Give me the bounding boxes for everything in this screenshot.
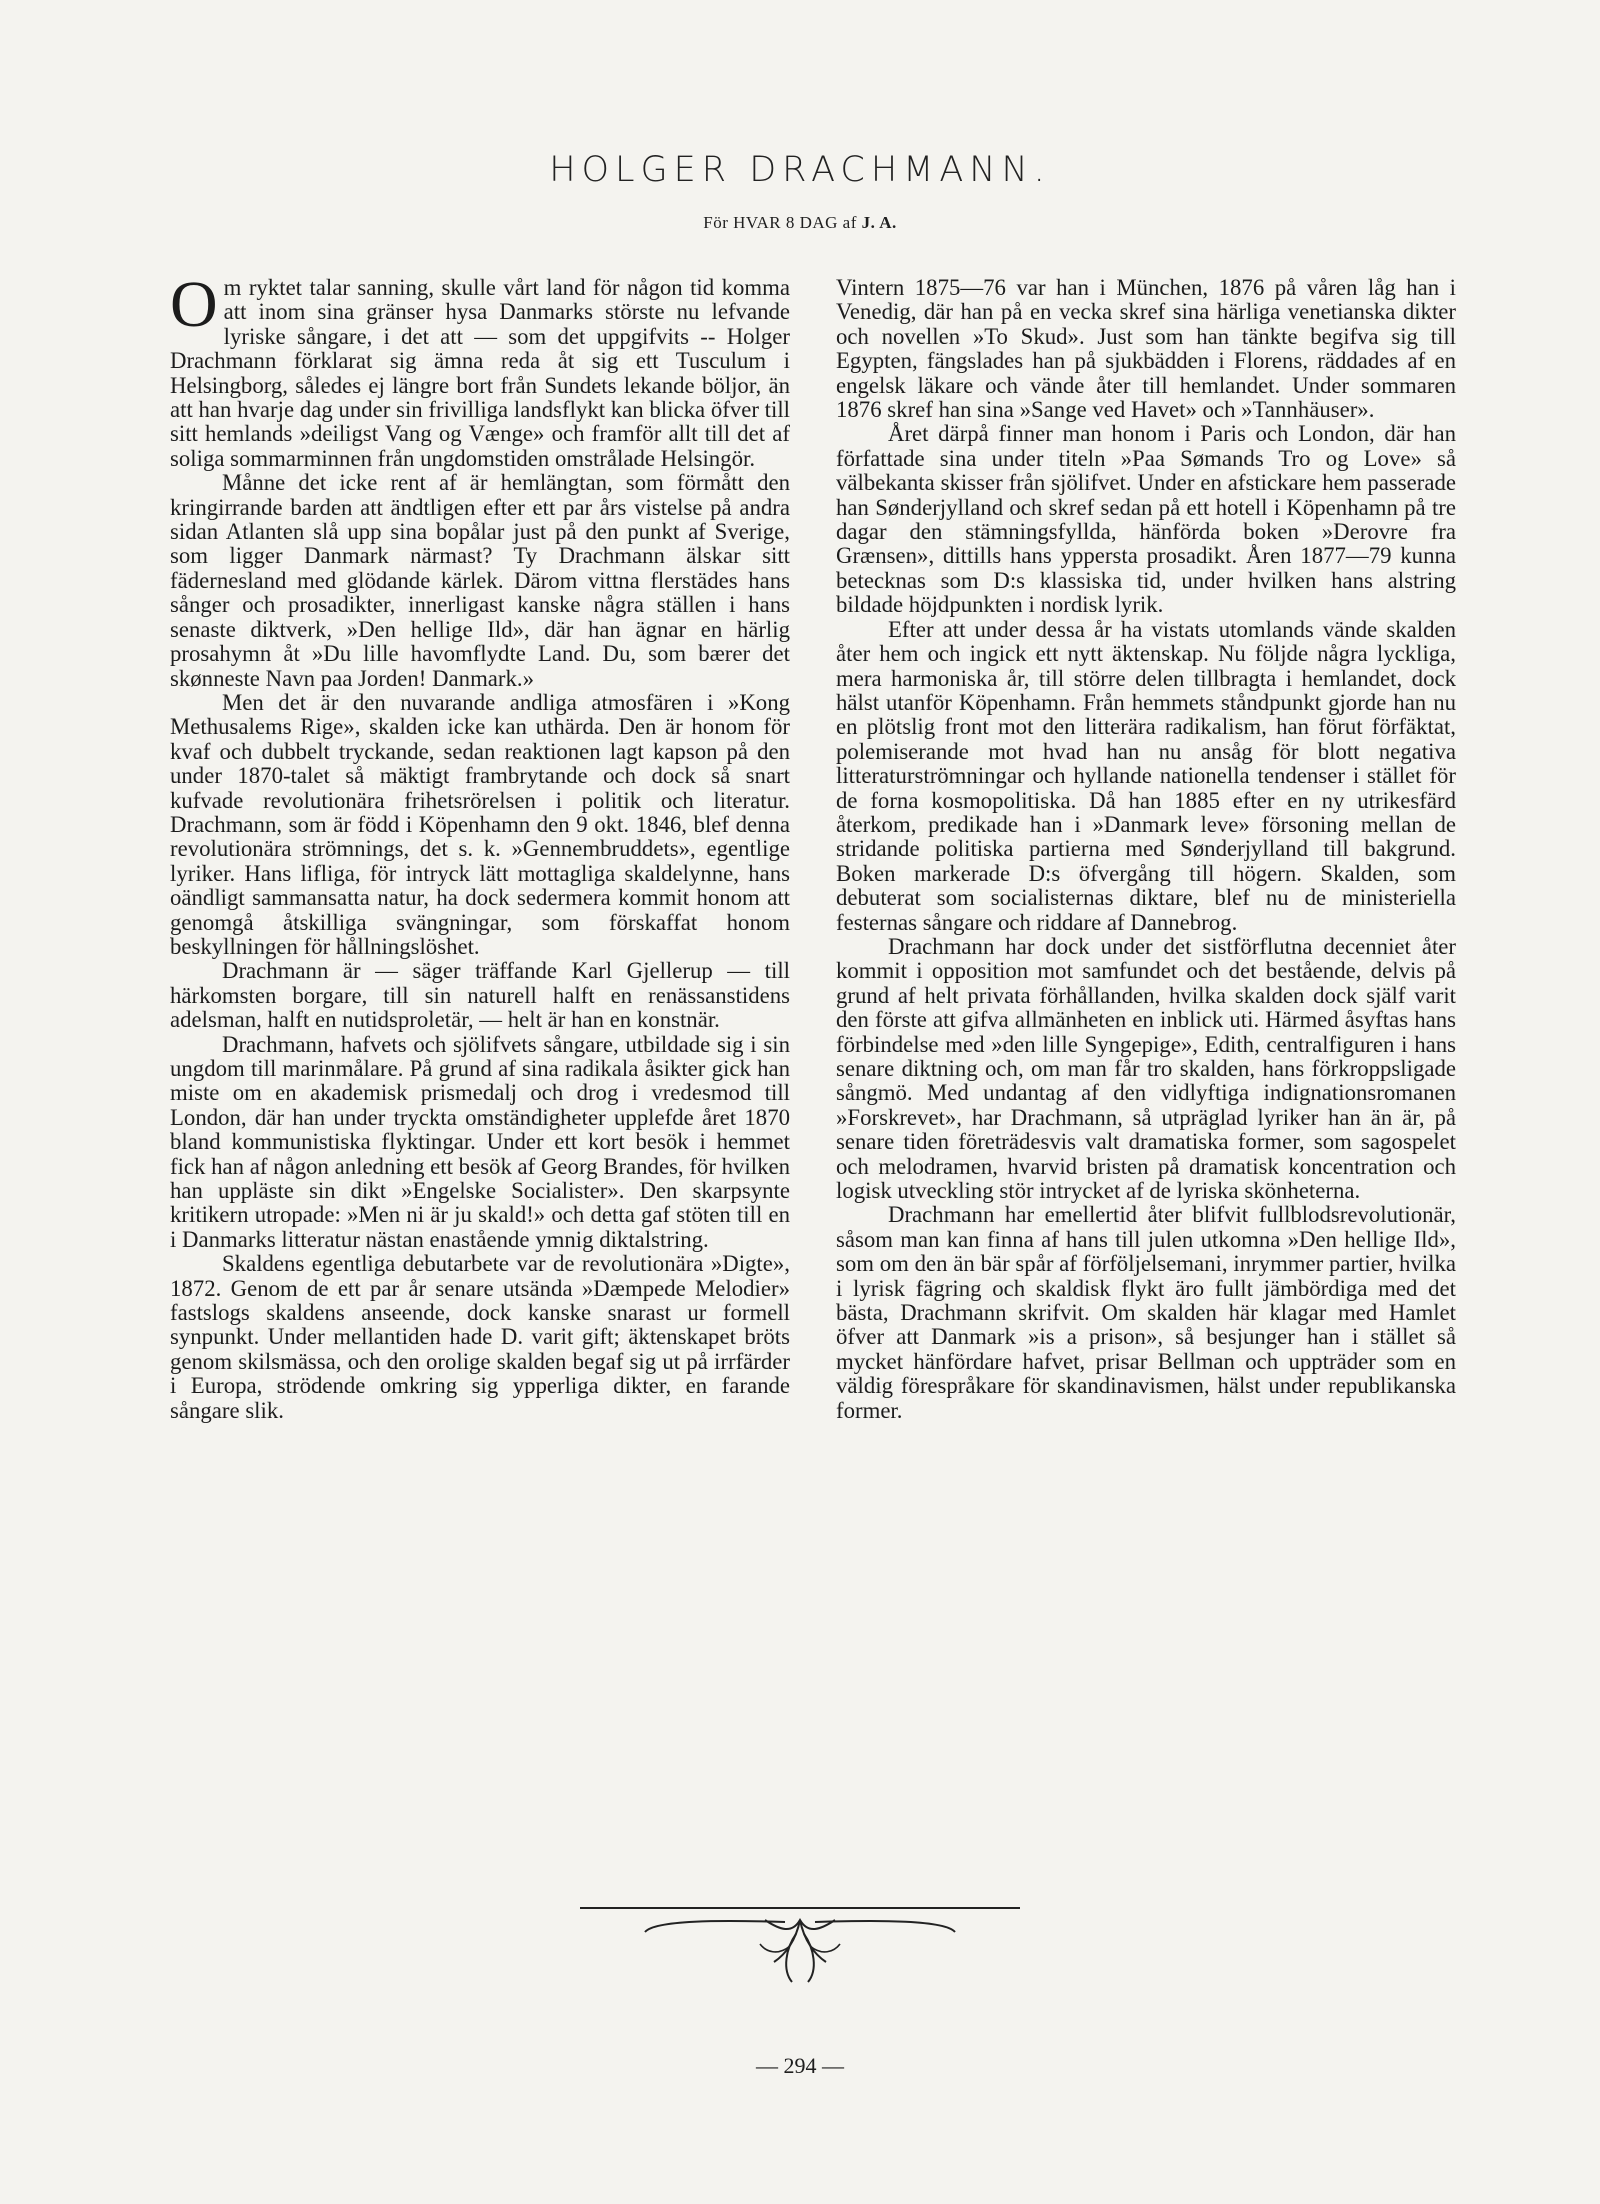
page-number: — 294 —	[756, 2053, 844, 2078]
byline-author: J. A.	[861, 213, 897, 232]
paragraph-text: m ryktet talar sanning, skulle vårt land för någon tid komma att inom sina gränser hysa Danmarks störste nu lefvande lyriske sångare, i det att — som det uppgifvits -- Holger Drachmann förklarat sig ämna reda åt sig ett Tusculum i Helsingborg, således ej längre bort från Sundets lekande böljor, än att han hvarje dag under sin frivilliga landsflykt kan blicka öfver till sitt hemlands »deiligst Vang og Vænge» och framför allt till det af soliga sommarminnen från ungdomstiden omstrålade Helsingör.	[170, 275, 790, 471]
left-column	[170, 268, 790, 1423]
paragraph: Året därpå finner man honom i Paris och London, där han författade sina under titeln »Paa Sømands Tro og Love» så välbekanta skisser från sjölifvet. Under en afstickare hem passerade han Sønderjylland och skref sedan på ett hotell i Köpenhamn på tre dagar den stämningsfyllda, hänförda boken »Derovre fra Grænsen», dittills hans yppersta prosadikt. Åren 1877—79 kunna betecknas som D:s klassiska tid, under hvilken hans alstring bildade höjdpunkten i nordisk lyrik.	[836, 421, 1456, 618]
paragraph: Drachmann, hafvets och sjölifvets sångare, utbildade sig i sin ungdom till marinmålare. På grund af sina radikala åsikter gick han miste om en akademisk prismedalj och drog i vredesmod till London, där han under tryckta omständigheter upplefde året 1870 bland kommunistiska flyktingar. Under ett kort besök i hemmet fick han af någon anledning ett besök af Georg Brandes, för hvilken han uppläste sin dikt »Engelske Socialister». Den skarpsynte kritikern utropade: »Men ni är ju skald!» och detta gaf stöten till en i Danmarks litteratur nästan enastående ymnig diktalstring.	[170, 1031, 790, 1252]
paragraph: Men det är den nuvarande andliga atmosfären i »Kong Methusalems Rige», skalden icke kan uthärda. Den är honom för kvaf och dubbelt tryckande, sedan reaktionen lagt kapson på den under 1870-talet så mäktigt frambrytande och dock så snart kufvade revolutionära frihetsrörelsen i politik och literatur. Drachmann, som är född i Köpenhamn den 9 okt. 1846, blef denna revolutionära strömnings, det s. k. »Gennembruddets», egentlige lyriker. Hans lifliga, för intryck lätt mottagliga skaldelynne, hans oändligt sammansatta natur, ha dock sedermera kommit honom att genomgå åtskilliga svängningar, som förskaffat honom beskyllningen för hållningslöshet.	[170, 689, 790, 959]
paragraph: Vintern 1875—76 var han i München, 1876 på våren låg han i Venedig, där han på en vecka skref sina härliga venetianska dikter och novellen »To Skud». Just som han tänkte begifva sig till Egypten, fängslades han på sjukbädden i Florens, räddades af en engelsk läkare och vände åter till hemlandet. Under sommaren 1876 skref han sina »Sange ved Havet» och »Tannhäuser».	[836, 275, 1456, 423]
paragraph	[170, 268, 790, 471]
end-ornament-icon	[560, 1890, 1040, 2010]
paragraph: Drachmann har emellertid åter blifvit fullblodsrevolutionär, såsom man kan finna af hans till julen utkomna »Den hellige Ild», som om den än bär spår af förföljelsemani, inrymmer partier, hvilka i lyrisk fägring och skaldisk flykt äro fullt jämbördiga med det bästa, Drachmann skrifvit. Om skalden här klagar med Hamlet öfver att Danmark »is a prison», så besjunger han i stället så mycket hänfördare hafvet, prisar Bellman och uppträder som en väldig förespråkare för skandinavismen, hälst under republikanska former.	[836, 1202, 1456, 1423]
paragraph: Skaldens egentliga debutarbete var de revolutionära »Digte», 1872. Genom de ett par år senare utsända »Dæmpede Melodier» fastslogs skaldens anseende, dock kanske snarast ur formell synpunkt. Under mellantiden hade D. varit gift; äktenskapet bröts genom skilsmässa, och den orolige skalden begaf sig ut på irrfärder i Europa, strödende omkring sig ypperliga dikter, en farande sångare slik.	[170, 1251, 790, 1423]
paragraph: Efter att under dessa år ha vistats utomlands vände skalden åter hem och ingick ett nytt äktenskap. Nu följde några lyckliga, mera harmoniska år, till större delen tillbragta i hemlandet, dock hälst utanför Köpenhamn. Från hemmets ståndpunkt gjorde han nu en plötslig front mot den litterära radikalism, han förut förfäktat, polemiserande mot hvad han nu ansåg för blott negativa litteraturströmningar och hyllande nationella tendenser i stället för de forna kosmopolitiska. Då han 1885 efter en ny utrikesfärd återkom, predikade han i »Danmark leve» försoning mellan de stridande politiska partierna med Sønderjylland till bakgrund. Boken markerade D:s öfvergång till högern. Skalden, som debuterat som socialisternas diktare, blef nu de ministeriella festernas sångare och riddare af Dannebrog.	[836, 616, 1456, 935]
article-byline	[0, 213, 1600, 233]
article-title: HOLGER DRACHMANN.	[549, 150, 1051, 190]
paragraph: Drachmann har dock under det sistförflutna decenniet åter kommit i opposition mot samfundet och det bestående, delvis på grund af helt privata förhållanden, hvilka skalden dock själf varit den förste att gifva allmänheten en inblick uti. Härmed åsyftas hans förbindelse med »den lille Syngepige», Edith, centralfiguren i hans senare diktning och, om man får tro skalden, hans förkroppsligade sångmö. Med undantag af den vidlyftiga indignationsromanen »Forskrevet», har Drachmann, så utpräglad lyriker han än är, på senare tiden företrädesvis valt dramatiska former, som sagospelet och melodramen, hvarvid bristen på dramatisk koncentration och logisk utveckling stör intrycket af de lyriska skönheterna.	[836, 933, 1456, 1204]
paragraph: Drachmann är — säger träffande Karl Gjellerup — till härkomsten borgare, till sin naturell halft en renässanstidens adelsman, halft en nutidsproletär, — helt är han en konstnär.	[170, 958, 790, 1033]
paragraph: Månne det icke rent af är hemlängtan, som förmått den kringirrande barden att ändtligen efter ett par års vistelse på andra sidan Atlanten slå upp sina bopålar just på den punkt af Sverige, som ligger Danmark närmast? Ty Drachmann älskar sitt fädernesland med glödande kärlek. Därom vittna flerstädes hans sånger och prosadikter, innerligast kanske några ställen i hans senaste diktverk, »Den hellige Ild», där han ägnar en härlig prosahymn åt »Du lille havomflydte Land. Du, som bærer det skønneste Navn paa Jorden! Danmark.»	[170, 470, 790, 691]
byline-prefix: För HVAR 8 DAG af	[703, 213, 857, 232]
drop-cap: O	[170, 268, 218, 341]
right-column	[836, 276, 1456, 1423]
